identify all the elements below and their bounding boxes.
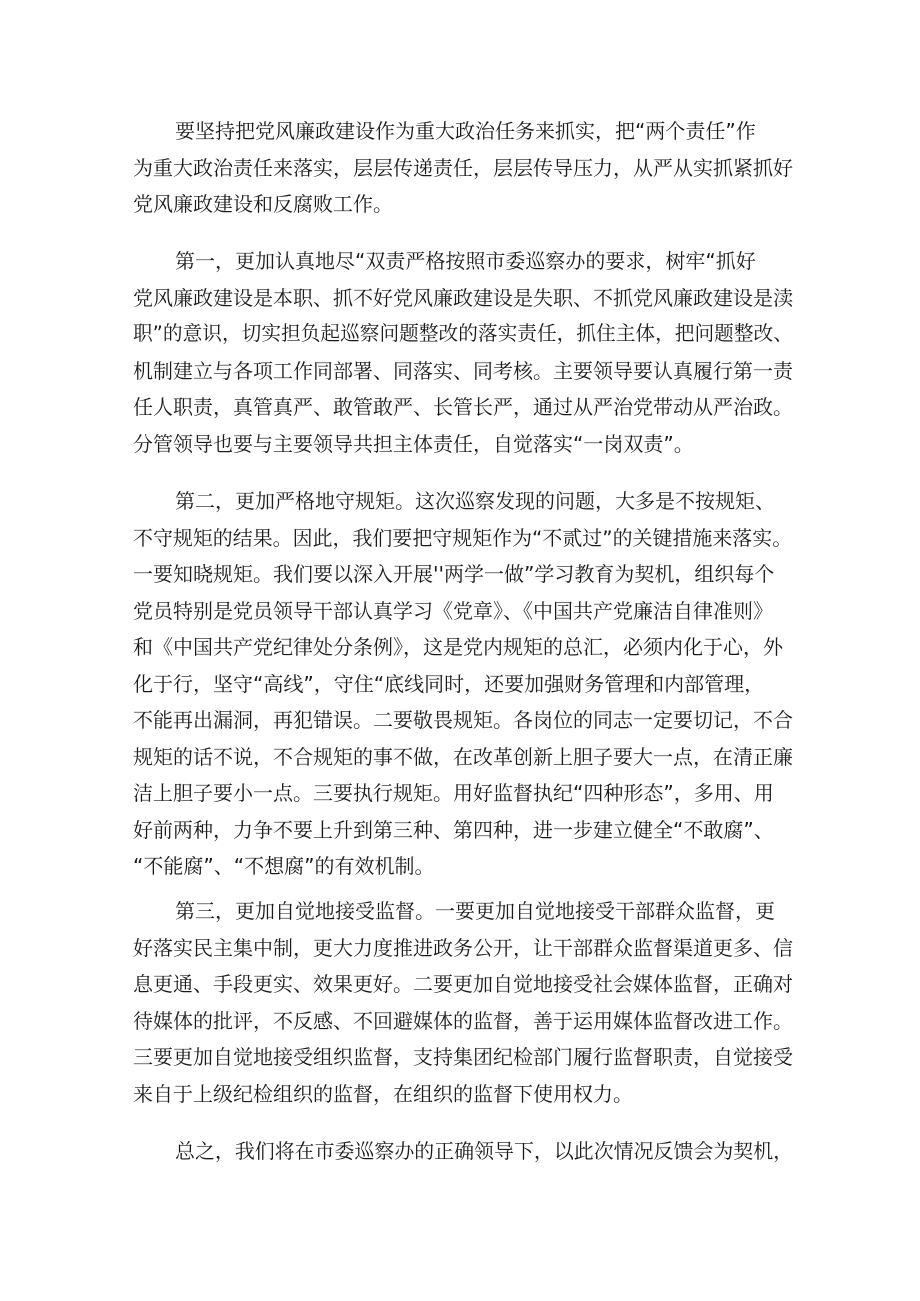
paragraph-line: 第三，更加自觉地接受监督。一要更加自觉地接受干部群众监督，更	[175, 899, 775, 923]
paragraph-line: 党员特别是党员领导干部认真学习《党章》、《中国共产党廉洁自律准则》	[133, 598, 773, 623]
paragraph-line: 机制建立与各项工作同部署、同落实、同考核。主要领导要认真履行第一责	[133, 358, 793, 383]
paragraph-line: 第一，更加认真地尽“双责严格按照市委巡察办的要求，树牢“抓好	[175, 249, 756, 273]
paragraph-conclusion	[133, 1133, 793, 1170]
paragraph-intro	[133, 113, 793, 223]
paragraph-first-point	[133, 243, 793, 462]
paragraph-third-point	[133, 893, 793, 1112]
paragraph-line: 规矩的话不说，不合规矩的事不做，在改革创新上胆子要大一点，在清正廉	[133, 744, 793, 769]
paragraph-line: 要坚持把党风廉政建设作为重大政治任务来抓实，把“两个责任”作	[175, 119, 756, 143]
paragraph-line: 为重大政治责任来落实，层层传递责任，层层传导压力，从严从实抓紧抓好	[133, 155, 793, 180]
paragraph-line: 党风廉政建设和反腐败工作。	[133, 192, 393, 216]
paragraph-line: 一要知晓规矩。我们要以深入开展''两学一做”学习教育为契机，组织每个	[133, 562, 775, 586]
paragraph-line: 息更通、手段更实、效果更好。二要更加自觉地接受社会媒体监督，正确对	[133, 972, 793, 996]
paragraph-line: 任人职责，真管真严、敢管敢严、长管长严，通过从严治党带动从严治政。	[133, 395, 793, 419]
paragraph-line: 来自于上级纪检组织的监督，在组织的监督下使用权力。	[133, 1081, 633, 1106]
paragraph-line: 分管领导也要与主要领导共担主体责任，自觉落实“一岗双责”。	[133, 431, 694, 456]
paragraph-line: 好前两种，力争不要上升到第三种、第四种，进一步建立健全“不敢腐”、	[133, 817, 774, 842]
paragraph-line: 洁上胆子要小一点。三要执行规矩。用好监督执纪“四种形态”，多用、用	[133, 781, 774, 805]
paragraph-line: “不能腐”、“不想腐”的有效机制。	[133, 854, 435, 878]
paragraph-line: 党风廉政建设是本职、抓不好党风廉政建设是失职、不抓党风廉政建设是渎	[133, 285, 793, 310]
paragraph-line: 和《中国共产党纪律处分条例》，这是党内规矩的总汇，必须内化于心，外	[133, 635, 783, 659]
paragraph-line: 好落实民主集中制，更大力度推进政务公开，让干部群众监督渠道更多、信	[133, 935, 793, 960]
paragraph-line: 待媒体的批评，不反感、不回避媒体的监督，善于运用媒体监督改进工作。	[133, 1008, 793, 1033]
paragraph-line: 不能再出漏洞，再犯错误。二要敬畏规矩。各岗位的同志一定要切记，不合	[133, 708, 793, 732]
paragraph-line: 职”的意识，切实担负起巡察问题整改的落实责任，抓住主体，把问题整改、	[133, 322, 793, 345]
paragraph-second-point	[133, 483, 793, 885]
paragraph-line: 总之，我们将在市委巡察办的正确领导下，以此次情况反馈会为契机，	[175, 1139, 794, 1163]
paragraph-line: 化于行，坚守“高线”，守住“底线同时，还要加强财务管理和内部管理，	[133, 671, 765, 696]
paragraph-line: 三要更加自觉地接受组织监督，支持集团纪检部门履行监督职责，自觉接受	[133, 1045, 793, 1069]
paragraph-line: 不守规矩的结果。因此，我们要把守规矩作为“不贰过”的关键措施来落实。	[133, 525, 793, 550]
paragraph-line: 第二，更加严格地守规矩。这次巡察发现的问题，大多是不按规矩、	[175, 489, 775, 513]
